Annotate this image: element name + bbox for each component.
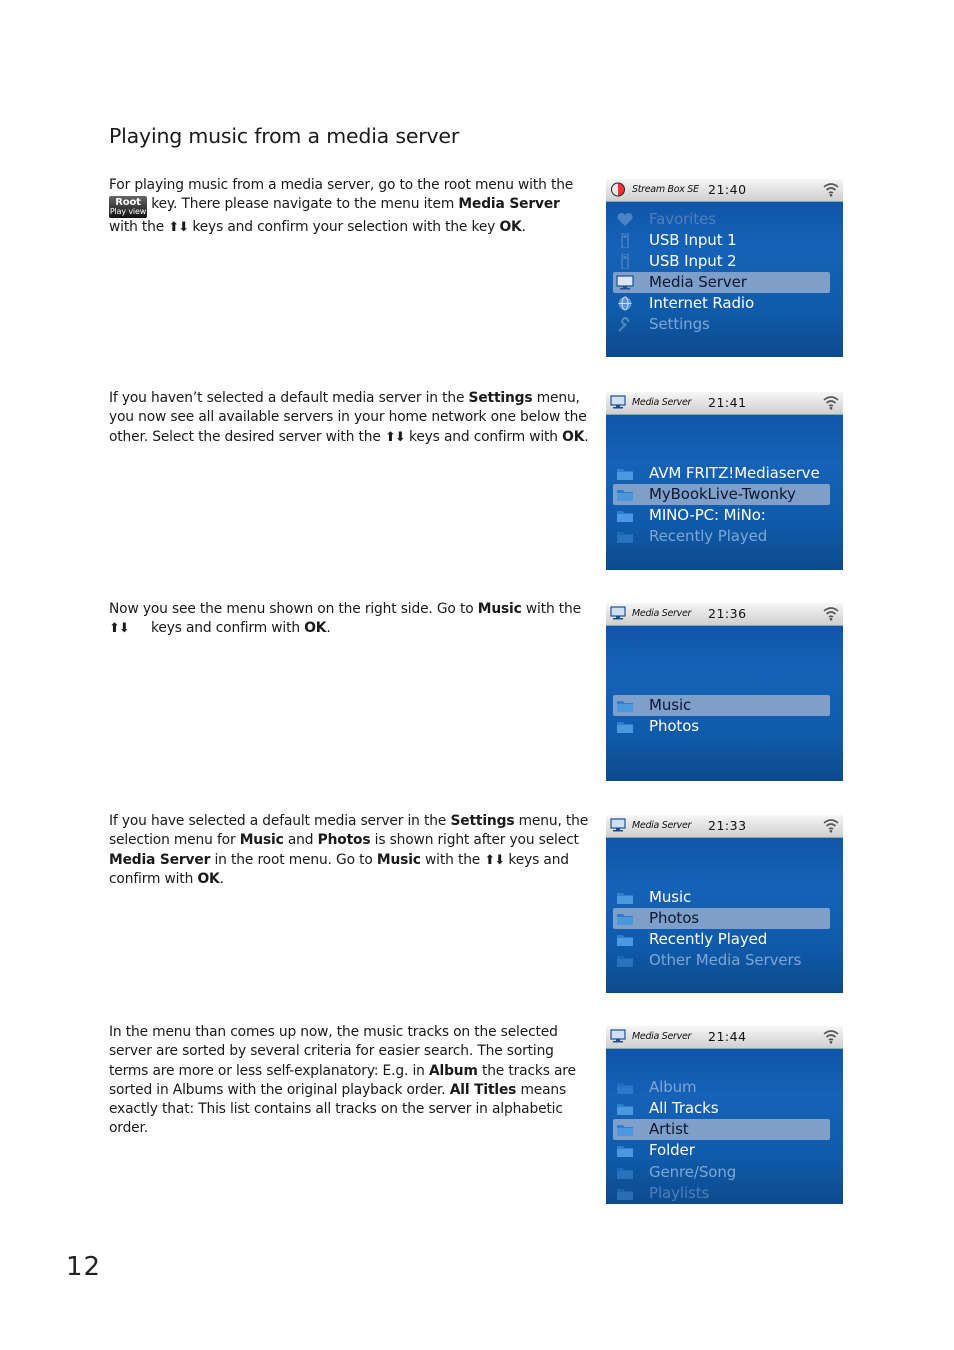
menu-item-settings[interactable]: Settings (606, 314, 843, 335)
menu-item-folder[interactable]: Folder (606, 1140, 843, 1161)
root-key-icon: Root Play view (109, 197, 147, 217)
status-bar: Media Server 21:44 (606, 1026, 843, 1049)
status-bar: Stream Box SE 21:40 (606, 179, 843, 202)
wifi-icon (823, 182, 839, 197)
monitor-icon (610, 1029, 626, 1044)
menu-item-recently-played[interactable]: Recently Played (606, 929, 843, 950)
folder-icon (616, 1143, 634, 1158)
screen-default-server-menu (606, 815, 843, 993)
wifi-icon (823, 606, 839, 621)
folder-icon (616, 1122, 634, 1137)
streambox-logo-icon (610, 182, 626, 197)
menu-item-server[interactable]: MINO-PC: MiNo: (606, 505, 843, 526)
folder-icon (616, 953, 634, 968)
menu-item-album[interactable]: Album (606, 1077, 843, 1098)
section-3-text: Now you see the menu shown on the right side. Go to Music with the ⬆⬇ keys and confirm with OK. (109, 600, 596, 639)
screen-server-list (606, 392, 843, 570)
folder-icon (616, 1101, 634, 1116)
folder-icon (616, 719, 634, 734)
menu-item-usb-input-1[interactable]: USB Input 1 (606, 230, 843, 251)
folder-icon (616, 487, 634, 502)
menu-item-all-tracks[interactable]: All Tracks (606, 1098, 843, 1119)
status-bar: Media Server 21:33 (606, 815, 843, 838)
section-1-text: For playing music from a media server, go to the root menu with the Root Play view key. There please navigate to the menu item Media Server with the ⬆⬇ keys and confirm your selection with the key OK. (109, 176, 596, 238)
folder-icon (616, 466, 634, 481)
wifi-icon (823, 1029, 839, 1044)
wrench-icon (616, 317, 634, 332)
menu-item-media-server[interactable]: Media Server (606, 272, 843, 293)
menu-item-photos[interactable]: Photos (606, 908, 843, 929)
section-2-text: If you haven’t selected a default media server in the Settings menu, you now see all available servers in your home network one below the other. Select the desired server with the ⬆⬇ keys and confirm with OK. (109, 389, 596, 447)
menu-item-server[interactable]: MyBookLive-Twonky (606, 484, 843, 505)
menu-item-playlists[interactable]: Playlists (606, 1183, 843, 1204)
menu-item-artist[interactable]: Artist (606, 1119, 843, 1140)
status-bar: Media Server 21:41 (606, 392, 843, 415)
page-number: 12 (66, 1252, 102, 1282)
globe-icon (616, 296, 634, 311)
wifi-icon (823, 818, 839, 833)
menu-item-music[interactable]: Music (606, 887, 843, 908)
menu-item-photos[interactable]: Photos (606, 716, 843, 737)
usb-icon (616, 233, 634, 248)
folder-icon (616, 508, 634, 523)
up-down-arrows-icon: ⬆⬇ (109, 621, 129, 637)
menu-item-favorites[interactable]: Favorites (606, 209, 843, 230)
folder-icon (616, 1165, 634, 1180)
monitor-icon (610, 606, 626, 621)
wifi-icon (823, 395, 839, 410)
menu-item-genre-song[interactable]: Genre/Song (606, 1162, 843, 1183)
monitor-icon (610, 395, 626, 410)
menu-item-usb-input-2[interactable]: USB Input 2 (606, 251, 843, 272)
folder-icon (616, 698, 634, 713)
folder-icon (616, 911, 634, 926)
screen-sorting-menu (606, 1026, 843, 1204)
folder-icon (616, 1080, 634, 1095)
folder-icon (616, 1186, 634, 1201)
folder-icon (616, 529, 634, 544)
monitor-icon (610, 818, 626, 833)
menu-item-recently-played[interactable]: Recently Played (606, 526, 843, 547)
heart-icon (616, 212, 634, 227)
folder-icon (616, 932, 634, 947)
section-5-text: In the menu than comes up now, the music tracks on the selected server are sorted by several criteria for easier search. The sorting terms are more or less self-explanatory: E.g. in Album the tracks are sorted in Albums with the original playback order. All Titles means exactly that: This list contains all tracks on the server in alphabetic order. (109, 1024, 576, 1137)
menu-item-internet-radio[interactable]: Internet Radio (606, 293, 843, 314)
menu-item-music[interactable]: Music (606, 695, 843, 716)
up-down-arrows-icon: ⬆⬇ (484, 852, 505, 868)
folder-icon (616, 890, 634, 905)
menu-item-other-media-servers[interactable]: Other Media Servers (606, 950, 843, 971)
up-down-arrows-icon: ⬆⬇ (168, 220, 189, 236)
usb-icon (616, 254, 634, 269)
up-down-arrows-icon: ⬆⬇ (384, 429, 405, 445)
status-bar: Media Server 21:36 (606, 603, 843, 626)
monitor-icon (616, 275, 634, 290)
screen-music-photos (606, 603, 843, 781)
menu-item-server[interactable]: AVM FRITZ!Mediaserve (606, 463, 843, 484)
page-title: Playing music from a media server (109, 124, 460, 148)
screen-root-menu (606, 179, 843, 357)
section-4-text: If you have selected a default media server in the Settings menu, the selection menu for Music and Photos is shown right after you select Media Server in the root menu. Go to Music with the ⬆⬇ keys and confirm with OK. (109, 813, 589, 887)
